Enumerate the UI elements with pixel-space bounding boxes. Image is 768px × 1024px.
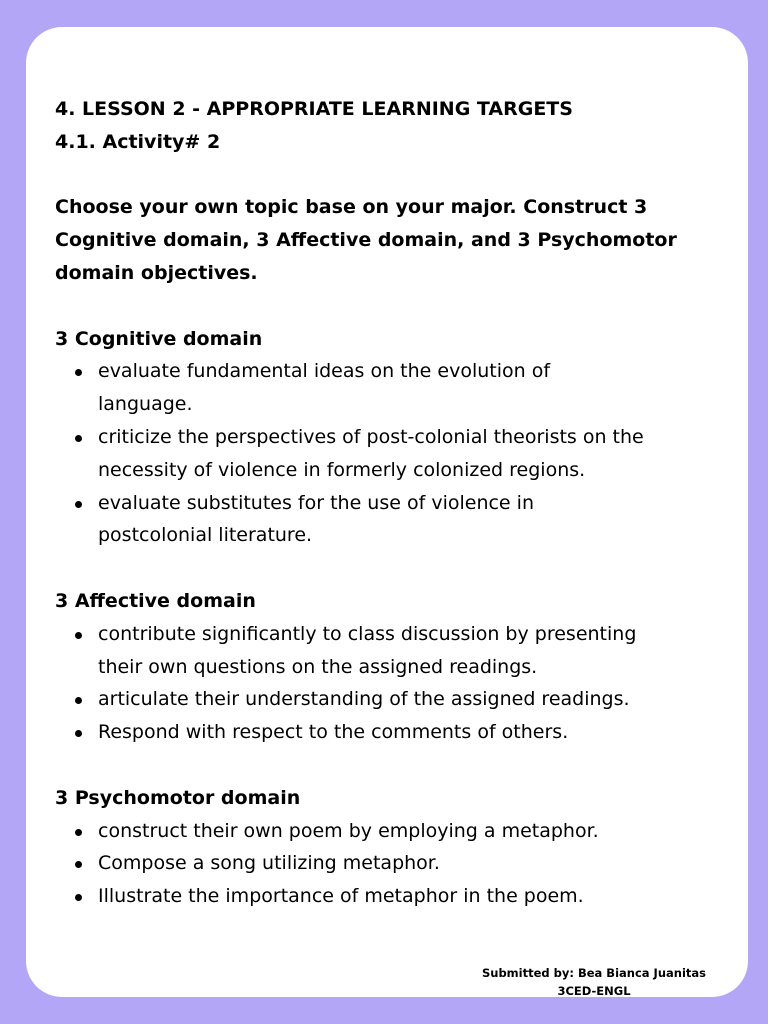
- psychomotor-objectives-list: [55, 815, 735, 913]
- bullet-icon: [75, 369, 82, 376]
- instructions-line-2: Cognitive domain, 3 Affective domain, and 3 Psychomotor: [55, 229, 677, 252]
- bullet-icon: [75, 501, 82, 508]
- instructions-line-3: domain objectives.: [55, 261, 258, 284]
- spacer: [55, 749, 735, 782]
- list-item: [55, 683, 735, 716]
- bullet-icon: [75, 730, 82, 737]
- list-item: [55, 815, 735, 848]
- spacer: [55, 290, 735, 323]
- instructions-line-1: Choose your own topic base on your major. Construct 3: [55, 196, 648, 219]
- list-item-line: language.: [98, 393, 193, 416]
- document-card: [26, 27, 748, 997]
- list-item: [55, 421, 735, 487]
- list-item: [55, 880, 735, 913]
- list-item-line: Respond with respect to the comments of others.: [98, 721, 569, 744]
- list-item-line: postcolonial literature.: [98, 524, 313, 547]
- list-item: [55, 487, 735, 553]
- section-heading-affective: 3 Affective domain: [55, 589, 256, 612]
- activity-title: 4.1. Activity# 2: [55, 130, 221, 153]
- cognitive-objectives-list: [55, 355, 735, 552]
- list-item-line: their own questions on the assigned readings.: [98, 655, 538, 678]
- list-item-line: construct their own poem by employing a metaphor.: [98, 819, 599, 842]
- list-item-line: evaluate fundamental ideas on the evolution of: [98, 360, 551, 383]
- section-heading-cognitive: 3 Cognitive domain: [55, 327, 263, 350]
- document-content: [55, 93, 735, 913]
- list-item-line: necessity of violence in formerly colonized regions.: [98, 458, 586, 481]
- list-item: [55, 618, 735, 684]
- list-item: [55, 355, 735, 421]
- list-item-line: Compose a song utilizing metaphor.: [98, 852, 440, 875]
- bullet-icon: [75, 697, 82, 704]
- spacer: [55, 552, 735, 585]
- bullet-icon: [75, 632, 82, 639]
- list-item: [55, 716, 735, 749]
- list-item-line: contribute significantly to class discussion by presenting: [98, 622, 637, 645]
- list-item-line: evaluate substitutes for the use of violence in: [98, 491, 534, 514]
- bullet-icon: [75, 829, 82, 836]
- lesson-title: 4. LESSON 2 - APPROPRIATE LEARNING TARGETS: [55, 98, 573, 120]
- bullet-icon: [75, 894, 82, 901]
- affective-objectives-list: [55, 618, 735, 749]
- bullet-icon: [75, 861, 82, 868]
- list-item-line: criticize the perspectives of post-colonial theorists on the: [98, 425, 644, 448]
- spacer: [55, 159, 735, 192]
- list-item-line: Illustrate the importance of metaphor in the poem.: [98, 885, 584, 908]
- submission-footer: [482, 964, 706, 1000]
- section-heading-psychomotor: 3 Psychomotor domain: [55, 786, 301, 809]
- bullet-icon: [75, 435, 82, 442]
- list-item: [55, 847, 735, 880]
- list-item-line: articulate their understanding of the assigned readings.: [98, 688, 630, 711]
- submitted-by: Submitted by: Bea Bianca Juanitas: [481, 966, 706, 980]
- class-code: 3CED-ENGL: [557, 984, 631, 998]
